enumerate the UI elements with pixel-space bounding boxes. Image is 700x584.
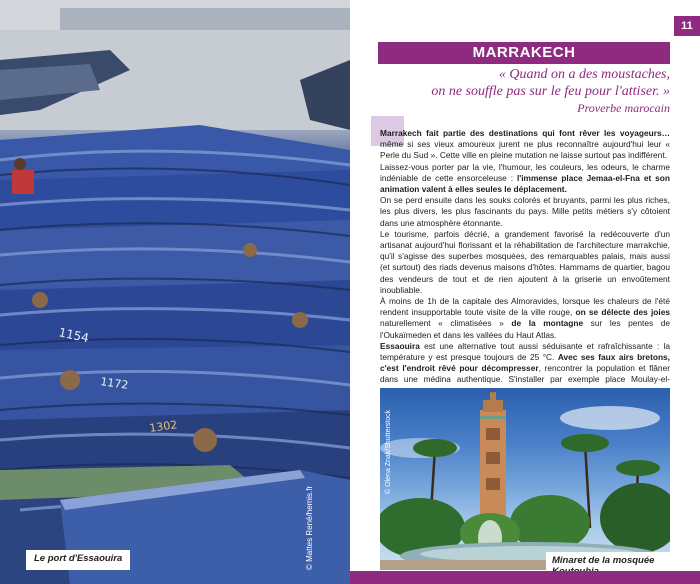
bottom-accent-strip — [350, 571, 700, 584]
chapter-title: MARRAKECH — [378, 42, 670, 64]
p6-text-b: , rencontrer la population et flâner dans une médina authentique. S'installer par exemple place Moulay-el- — [380, 363, 670, 385]
p5-highlight-1: on se délecte des joies — [575, 307, 670, 318]
svg-text:1172: 1172 — [99, 375, 130, 392]
paragraph-1 — [380, 128, 670, 162]
koutoubia-photo — [380, 388, 670, 570]
quote-line-2: on ne souffle pas sur le feu pour l'attiser. » — [431, 84, 670, 99]
article-body — [380, 128, 670, 408]
p5-text-a: À moins de 1h de la capitale des Almoravides, lorsque les chaleurs de l'été rendent insupportable toute visite de la ville rouge, — [380, 296, 670, 318]
p2-text: Laissez-vous porter par la vie, l'humour, les couleurs, les odeurs, le charme indéniable de cette ensorceleuse : — [380, 161, 670, 183]
left-photo-credit: © Mattes René/hemis.fr — [305, 485, 314, 570]
p6-lead: Essaouira — [380, 340, 420, 351]
paragraph-3: On se perd ensuite dans les souks colorés et bruyants, parmi les plus riches, les plus divers, les plus fascinants du pays. Mille petits métiers s'y côtoient dans une atmosphère étonnante. — [380, 195, 670, 228]
paragraph-4: Le tourisme, parfois décrié, a grandement favorisé la redécouverte d'un artisanat aujourd'hui florissant et la réhabilitation de l'architecture marrakchie, qu'il s'agisse des superbes mosquées, des remarquables palais, mais aussi (et surtout) des riads devenus maisons d'hôtes. Hammams de quartier, bagou des vendeurs de tout et de rien ajoutent à la griserie un envoûtement inoubliable. — [380, 228, 670, 295]
p5-highlight-2: de la montagne — [511, 318, 584, 329]
p5-text-c: sur les pentes de l'Oukaïmeden et dans les vallées du Haut Atlas. — [380, 318, 670, 340]
quote-line-1: « Quand on a des moustaches, — [498, 67, 670, 82]
paragraph-2 — [380, 162, 670, 196]
left-photo-caption: Le port d'Essaouira — [26, 550, 130, 570]
right-photo-caption: Minaret de la mosquée — [546, 552, 700, 570]
p6-text-a: est une alternative tout aussi séduisante et rafraîchissante : la température y est presque toujours de 25 °C. — [380, 340, 670, 363]
quote-source: Proverbe marocain — [577, 101, 670, 115]
p6-highlight: Avec ses faux airs bretons, c'est l'endroit rêvé pour décompresser — [380, 352, 671, 374]
p5-text-b: naturellement « climatisées » — [380, 318, 512, 329]
epigraph-quote — [378, 66, 670, 117]
paragraph-5 — [380, 296, 670, 341]
svg-text:1302: 1302 — [148, 418, 179, 435]
p1-rest: même si ses vieux amoureux jurent ne plus reconnaître aujourd'hui leur « Perle du Sud ». Cette ville en pleine mutation ne laisse surtout pas indifférent. — [380, 139, 670, 161]
page-number: 11 — [674, 16, 700, 36]
p2-highlight: l'immense place Jemaa-el-Fna et son animation valent à elles seules le déplacement. — [380, 172, 670, 195]
svg-text:1154: 1154 — [57, 325, 91, 346]
right-photo-credit: © Olena Znak/Shutterstock — [385, 409, 392, 494]
koutoubia-photo-drawing — [380, 388, 670, 570]
p1-lead: Marrakech fait partie des destinations qui font rêver les voyageurs… — [380, 128, 670, 138]
